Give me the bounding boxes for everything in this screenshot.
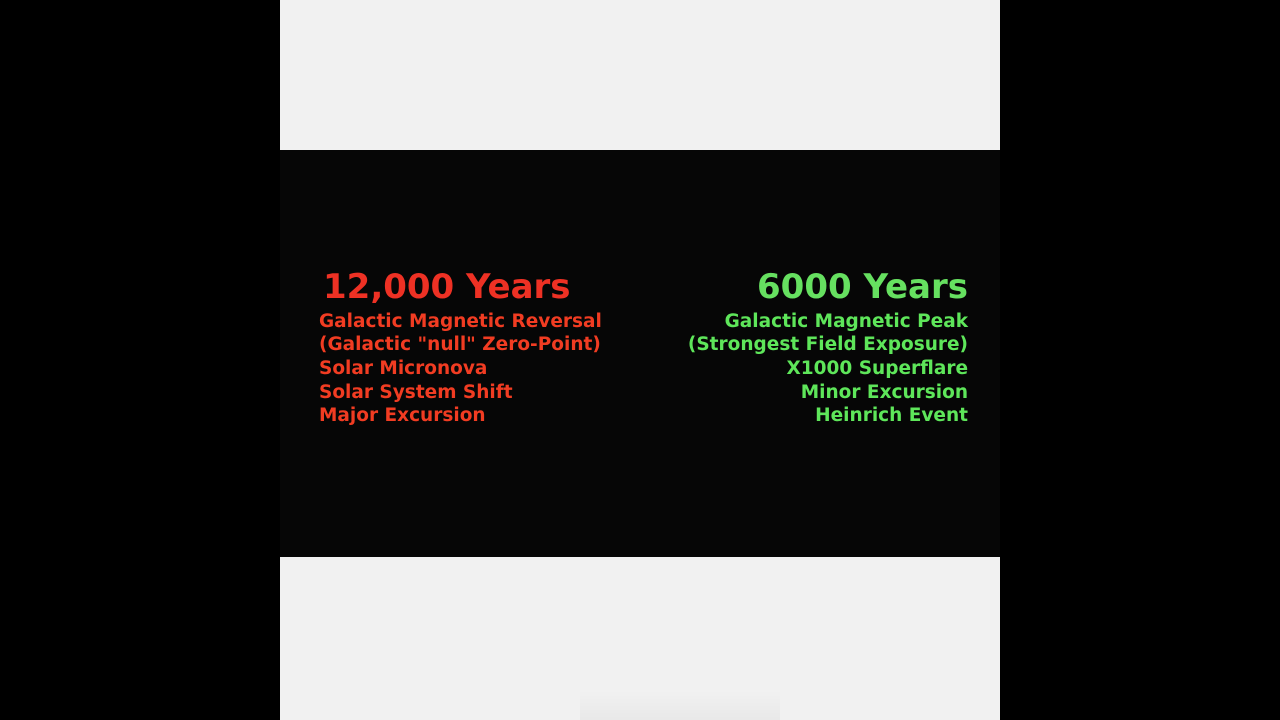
column-right-line-1: Galactic Magnetic Peak [724,310,968,332]
column-left-line-3: Solar Micronova [319,358,488,380]
column-heading-left: 12,000 Years [323,267,571,307]
column-right-line-2: (Strongest Field Exposure) [687,334,968,356]
column-left-line-5: Major Excursion [319,405,486,427]
column-right-line-4: Minor Excursion [800,381,968,403]
column-left-line-2: (Galactic "null" Zero-Point) [319,334,601,356]
letterbox-right [1000,0,1280,720]
letterbox-left [0,0,280,720]
column-right-line-3: X1000 Superflare [786,358,968,380]
column-left-line-4: Solar System Shift [319,381,513,403]
column-6000-years [640,267,970,428]
content-band [280,150,1000,557]
frame-shading [580,690,780,720]
column-heading-right: 6000 Years [757,267,968,307]
comparison-columns [280,150,1000,557]
column-12000-years [305,267,635,428]
column-right-line-5: Heinrich Event [815,405,968,427]
column-left-line-1: Galactic Magnetic Reversal [319,310,602,332]
